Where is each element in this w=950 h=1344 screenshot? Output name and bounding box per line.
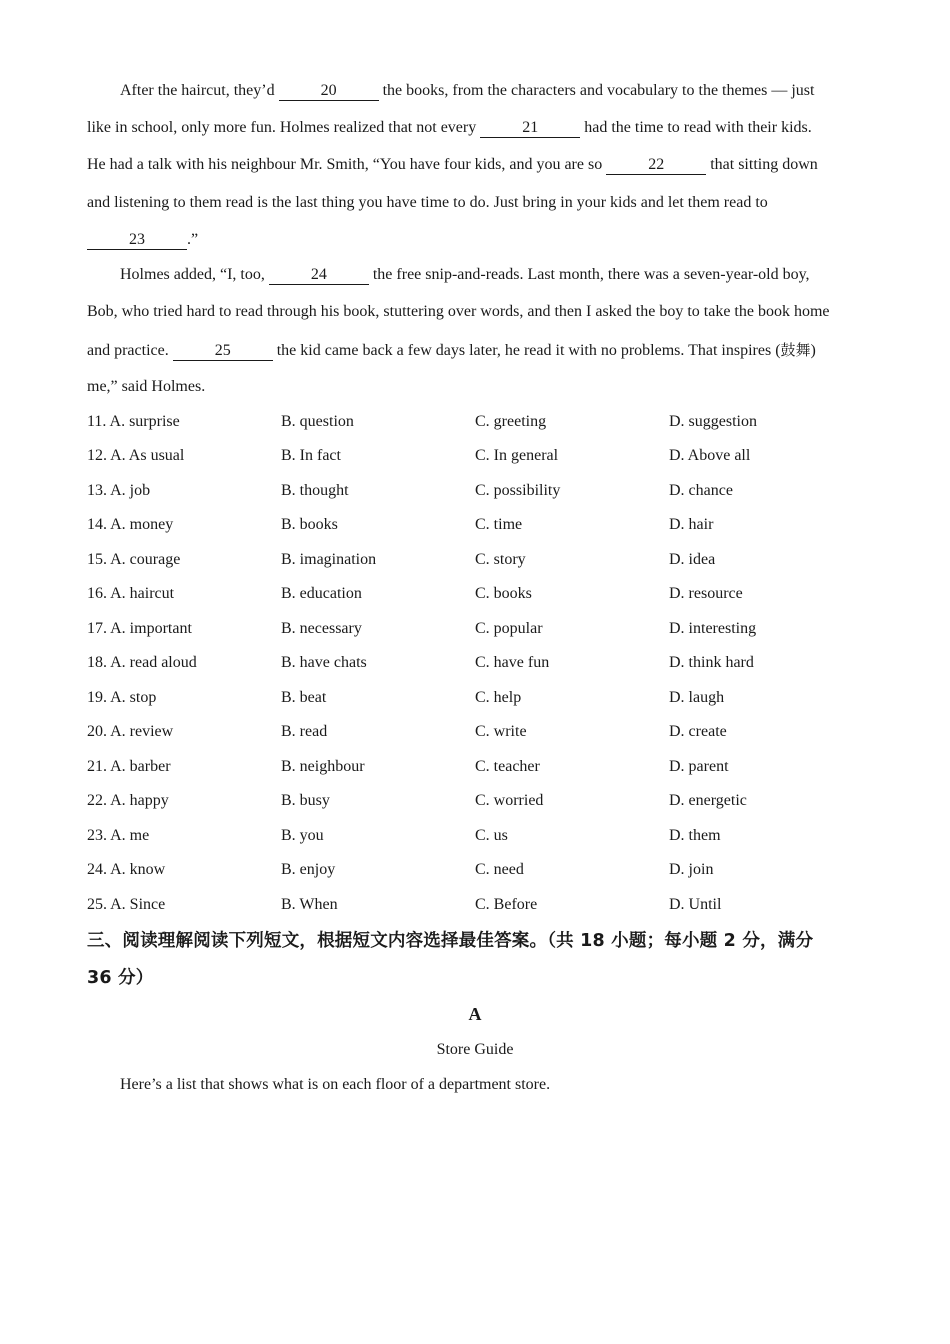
- blank-22: 22: [606, 156, 706, 175]
- blank-20: 20: [279, 82, 379, 101]
- option-row-23: [87, 826, 877, 848]
- option-a: 19. A. stop: [87, 689, 157, 706]
- option-b: B. question: [281, 413, 354, 430]
- option-b: B. books: [281, 516, 338, 533]
- option-a: 16. A. haircut: [87, 585, 175, 602]
- option-c: C. story: [475, 551, 526, 568]
- option-d: D. suggestion: [669, 413, 757, 430]
- text: ): [810, 342, 816, 359]
- option-row-17: [87, 619, 877, 641]
- option-b: B. enjoy: [281, 861, 336, 878]
- option-row-14: [87, 515, 877, 537]
- option-b: B. neighbour: [281, 758, 365, 775]
- option-d: D. chance: [669, 482, 733, 499]
- option-d: D. idea: [669, 551, 716, 568]
- option-d: D. create: [669, 723, 727, 740]
- text: After the haircut, they’d: [120, 82, 279, 99]
- part-title: Store Guide: [436, 1041, 514, 1058]
- option-d: D. parent: [669, 758, 729, 775]
- p2-line-1: [120, 265, 910, 285]
- p2-line-2: Bob, who tried hard to read through his book, stuttering over words, and then I asked the boy to take the book home: [87, 303, 830, 320]
- option-c: C. time: [475, 516, 523, 533]
- text: the books, from the characters and vocabulary to the themes — just: [378, 82, 815, 99]
- option-b: B. education: [281, 585, 362, 602]
- text: that sitting down: [706, 156, 818, 173]
- option-a: 14. A. money: [87, 516, 174, 533]
- blank-24: 24: [269, 266, 369, 285]
- option-a: 11. A. surprise: [87, 413, 180, 430]
- option-b: B. imagination: [281, 551, 377, 568]
- part-intro: Here’s a list that shows what is on each floor of a department store.: [120, 1076, 551, 1093]
- option-row-12: [87, 446, 877, 468]
- option-c: C. possibility: [475, 482, 561, 499]
- chinese-gloss: 鼓舞: [780, 341, 811, 359]
- option-d: D. think hard: [669, 654, 754, 671]
- blank-21: 21: [480, 119, 580, 138]
- blank-23: 23: [87, 231, 187, 250]
- text: .”: [187, 231, 199, 248]
- p1-line-3: [87, 155, 877, 175]
- option-a: 17. A. important: [87, 620, 192, 637]
- option-b: B. thought: [281, 482, 349, 499]
- option-row-19: [87, 688, 877, 710]
- option-a: 24. A. know: [87, 861, 166, 878]
- section-heading-line-2: 36 分）: [87, 968, 154, 988]
- option-b: B. When: [281, 896, 338, 913]
- option-b: B. busy: [281, 792, 330, 809]
- text: the kid came back a few days later, he read it with no problems. That inspires (: [272, 342, 781, 359]
- option-c: C. books: [475, 585, 532, 602]
- option-d: D. join: [669, 861, 714, 878]
- option-a: 12. A. As usual: [87, 447, 185, 464]
- option-b: B. read: [281, 723, 328, 740]
- option-row-13: [87, 481, 877, 503]
- option-b: B. have chats: [281, 654, 367, 671]
- option-d: D. hair: [669, 516, 714, 533]
- option-c: C. help: [475, 689, 522, 706]
- option-c: C. worried: [475, 792, 544, 809]
- option-d: D. them: [669, 827, 721, 844]
- option-b: B. you: [281, 827, 324, 844]
- option-row-25: [87, 895, 877, 917]
- option-a: 13. A. job: [87, 482, 151, 499]
- p2-line-4: me,” said Holmes.: [87, 378, 206, 395]
- option-c: C. us: [475, 827, 508, 844]
- option-c: C. In general: [475, 447, 559, 464]
- option-c: C. need: [475, 861, 524, 878]
- p1-line-5: [87, 230, 877, 250]
- option-row-11: [87, 412, 877, 434]
- option-a: 22. A. happy: [87, 792, 169, 809]
- option-a: 20. A. review: [87, 723, 174, 740]
- option-a: 23. A. me: [87, 827, 150, 844]
- option-b: B. In fact: [281, 447, 341, 464]
- p1-line-4: and listening to them read is the last thing you have time to do. Just bring in your kids and let them read to: [87, 194, 768, 211]
- option-row-24: [87, 860, 877, 882]
- option-row-16: [87, 584, 877, 606]
- p1-line-1: [120, 81, 910, 101]
- option-a: 25. A. Since: [87, 896, 166, 913]
- section-heading-line-1: 三、阅读理解阅读下列短文，根据短文内容选择最佳答案。（共 18 小题；每小题 2 分，满分: [87, 931, 814, 951]
- text: had the time to read with their kids.: [580, 119, 812, 136]
- option-d: D. energetic: [669, 792, 747, 809]
- option-d: D. Above all: [669, 447, 751, 464]
- option-d: D. laugh: [669, 689, 725, 706]
- part-letter: A: [468, 1004, 482, 1024]
- text: like in school, only more fun. Holmes realized that not every: [87, 119, 481, 136]
- option-c: C. teacher: [475, 758, 540, 775]
- option-a: 15. A. courage: [87, 551, 181, 568]
- option-d: D. resource: [669, 585, 743, 602]
- option-b: B. necessary: [281, 620, 362, 637]
- text: and practice.: [87, 342, 173, 359]
- option-d: D. Until: [669, 896, 722, 913]
- option-c: C. write: [475, 723, 527, 740]
- option-row-15: [87, 550, 877, 572]
- option-c: C. have fun: [475, 654, 550, 671]
- option-row-20: [87, 722, 877, 744]
- p1-line-2: [87, 118, 877, 138]
- option-c: C. popular: [475, 620, 543, 637]
- option-row-21: [87, 757, 877, 779]
- text: He had a talk with his neighbour Mr. Smith, “You have four kids, and you are so: [87, 156, 607, 173]
- blank-25: 25: [173, 342, 273, 361]
- option-c: C. Before: [475, 896, 538, 913]
- option-row-18: [87, 653, 877, 675]
- option-a: 18. A. read aloud: [87, 654, 197, 671]
- option-a: 21. A. barber: [87, 758, 171, 775]
- text: the free snip-and-reads. Last month, there was a seven-year-old boy,: [368, 266, 810, 283]
- option-b: B. beat: [281, 689, 327, 706]
- text: Holmes added, “I, too,: [120, 266, 269, 283]
- option-row-22: [87, 791, 877, 813]
- option-c: C. greeting: [475, 413, 547, 430]
- option-d: D. interesting: [669, 620, 757, 637]
- p2-line-3: [87, 340, 877, 361]
